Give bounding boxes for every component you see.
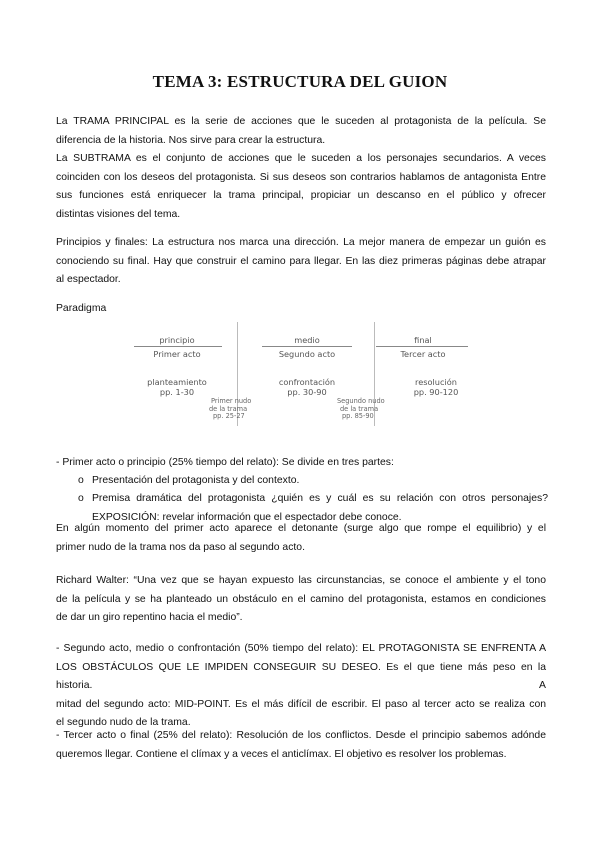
text-line: de la película y se ha planteado un obstáculo en el camino del protagonista, estamos en condiciones <box>56 593 546 605</box>
trama-paragraph <box>56 113 546 225</box>
phase-pages: pp. 30-90 <box>287 387 327 397</box>
segundo-acto-paragraph <box>56 640 546 733</box>
principios-paragraph <box>56 234 546 290</box>
act-top-label: final <box>414 335 432 345</box>
plot-point-line: Segundo nudo <box>337 397 385 405</box>
plot-point-line: de la trama <box>340 404 379 413</box>
text-line: conociendo su final. Hay que construir el camino para llegar. En las diez primeras páginas debe atrapar <box>56 255 546 267</box>
act-line <box>262 346 352 347</box>
bullet-text: Presentación del protagonista y del contexto. <box>92 475 300 486</box>
phase-label: confrontación <box>278 377 336 387</box>
act-bottom-label: Segundo acto <box>278 349 336 359</box>
act-line <box>134 346 222 347</box>
page-title: TEMA 3: ESTRUCTURA DEL GUION <box>152 72 448 91</box>
act-bottom-label: Primer acto <box>153 349 201 359</box>
text-line: al espectador. <box>56 274 121 286</box>
text-line: - Tercer acto o final (25% del relato): Resolución de los conflictos. Desde el principio sabemos adónde <box>56 730 546 741</box>
text-line: Premisa dramática del protagonista ¿quién es y cuál es su relación con otros personajes? <box>92 493 548 504</box>
bullet-glyph: o <box>78 475 84 486</box>
text-line: diferencia de la historia. Nos sirve para crear la estructura. <box>56 134 326 146</box>
text-line: - Segundo acto, medio o confrontación (50% tiempo del relato): EL PROTAGONISTA SE ENFRENTA A <box>56 643 546 654</box>
bullet-glyph: o <box>78 493 84 504</box>
plot-point-line: pp. 85-90 <box>342 412 374 421</box>
plot-point-line: de la trama <box>209 404 248 413</box>
text-line: queremos llegar. Contiene el clímax y a veces el anticlímax. El objetivo es resolver los problemas. <box>56 748 507 760</box>
act-line <box>376 346 468 347</box>
text-line: distintas visiones del tema. <box>56 208 181 220</box>
text-line: En algún momento del primer acto aparece el detonante (surge algo que rompe el equilibrio) y el <box>56 523 546 534</box>
act-top-label: medio <box>294 335 320 345</box>
phase-pages: pp. 1-30 <box>159 387 195 397</box>
tercer-acto-paragraph <box>56 727 546 764</box>
text-line: La TRAMA PRINCIPAL es la serie de acciones que le suceden al protagonista de la película. Se <box>56 116 546 127</box>
text-line: Richard Walter: “Una vez que se hayan expuesto las circunstancias, se conoce el ambiente y el tono <box>56 575 546 586</box>
text-line: Principios y finales: La estructura nos marca una dirección. La mejor manera de empezar un guión es <box>56 237 546 248</box>
phase-label: resolución <box>415 377 457 387</box>
text-line: primer nudo de la trama nos da paso al segundo acto. <box>56 541 305 553</box>
act-top-label: principio <box>159 335 195 345</box>
plot-point-label <box>209 398 251 421</box>
phase-label: planteamiento <box>147 377 207 387</box>
text-line: coinciden con los deseos del protagonista. Si sus deseos son contrarios hablamos de antagonista Entre <box>56 171 546 183</box>
phase-pages: pp. 90-120 <box>413 387 459 397</box>
primer-acto-heading: - Primer acto o principio (25% tiempo del relato): Se divide en tres partes: <box>56 457 394 468</box>
text-line: EXPOSICIÓN: revelar información que el espectador debe conoce. <box>92 511 402 523</box>
algun-paragraph <box>56 520 546 557</box>
text-line: mitad del segundo acto: MID-POINT. Es el más difícil de escribir. El paso al tercer acto se realiza con <box>56 698 546 710</box>
walter-quote <box>56 572 546 628</box>
text-line: el segundo nudo de la trama. <box>56 717 191 729</box>
text-line: LOS OBSTÁCULOS QUE LE IMPIDEN CONSEGUIR SU DESEO. Es el que tiene más peso en la historia. A <box>56 661 546 692</box>
plot-point-line: pp. 25-27 <box>213 412 245 421</box>
plot-point-label <box>337 398 385 421</box>
text-line: sus funciones está enriquecer la trama principal, propiciar un descanso en el público y ofrecer <box>56 190 546 202</box>
text-line: de dar un giro repentino hacia el medio”. <box>56 612 243 624</box>
text-line: La SUBTRAMA es el conjunto de acciones que le suceden a los personajes secundarios. A veces <box>56 153 546 165</box>
act-bottom-label: Tercer acto <box>400 349 446 359</box>
plot-point-line: Primer nudo <box>211 397 252 405</box>
paradigm-diagram <box>112 322 502 432</box>
paradigma-label: Paradigma <box>56 303 107 314</box>
